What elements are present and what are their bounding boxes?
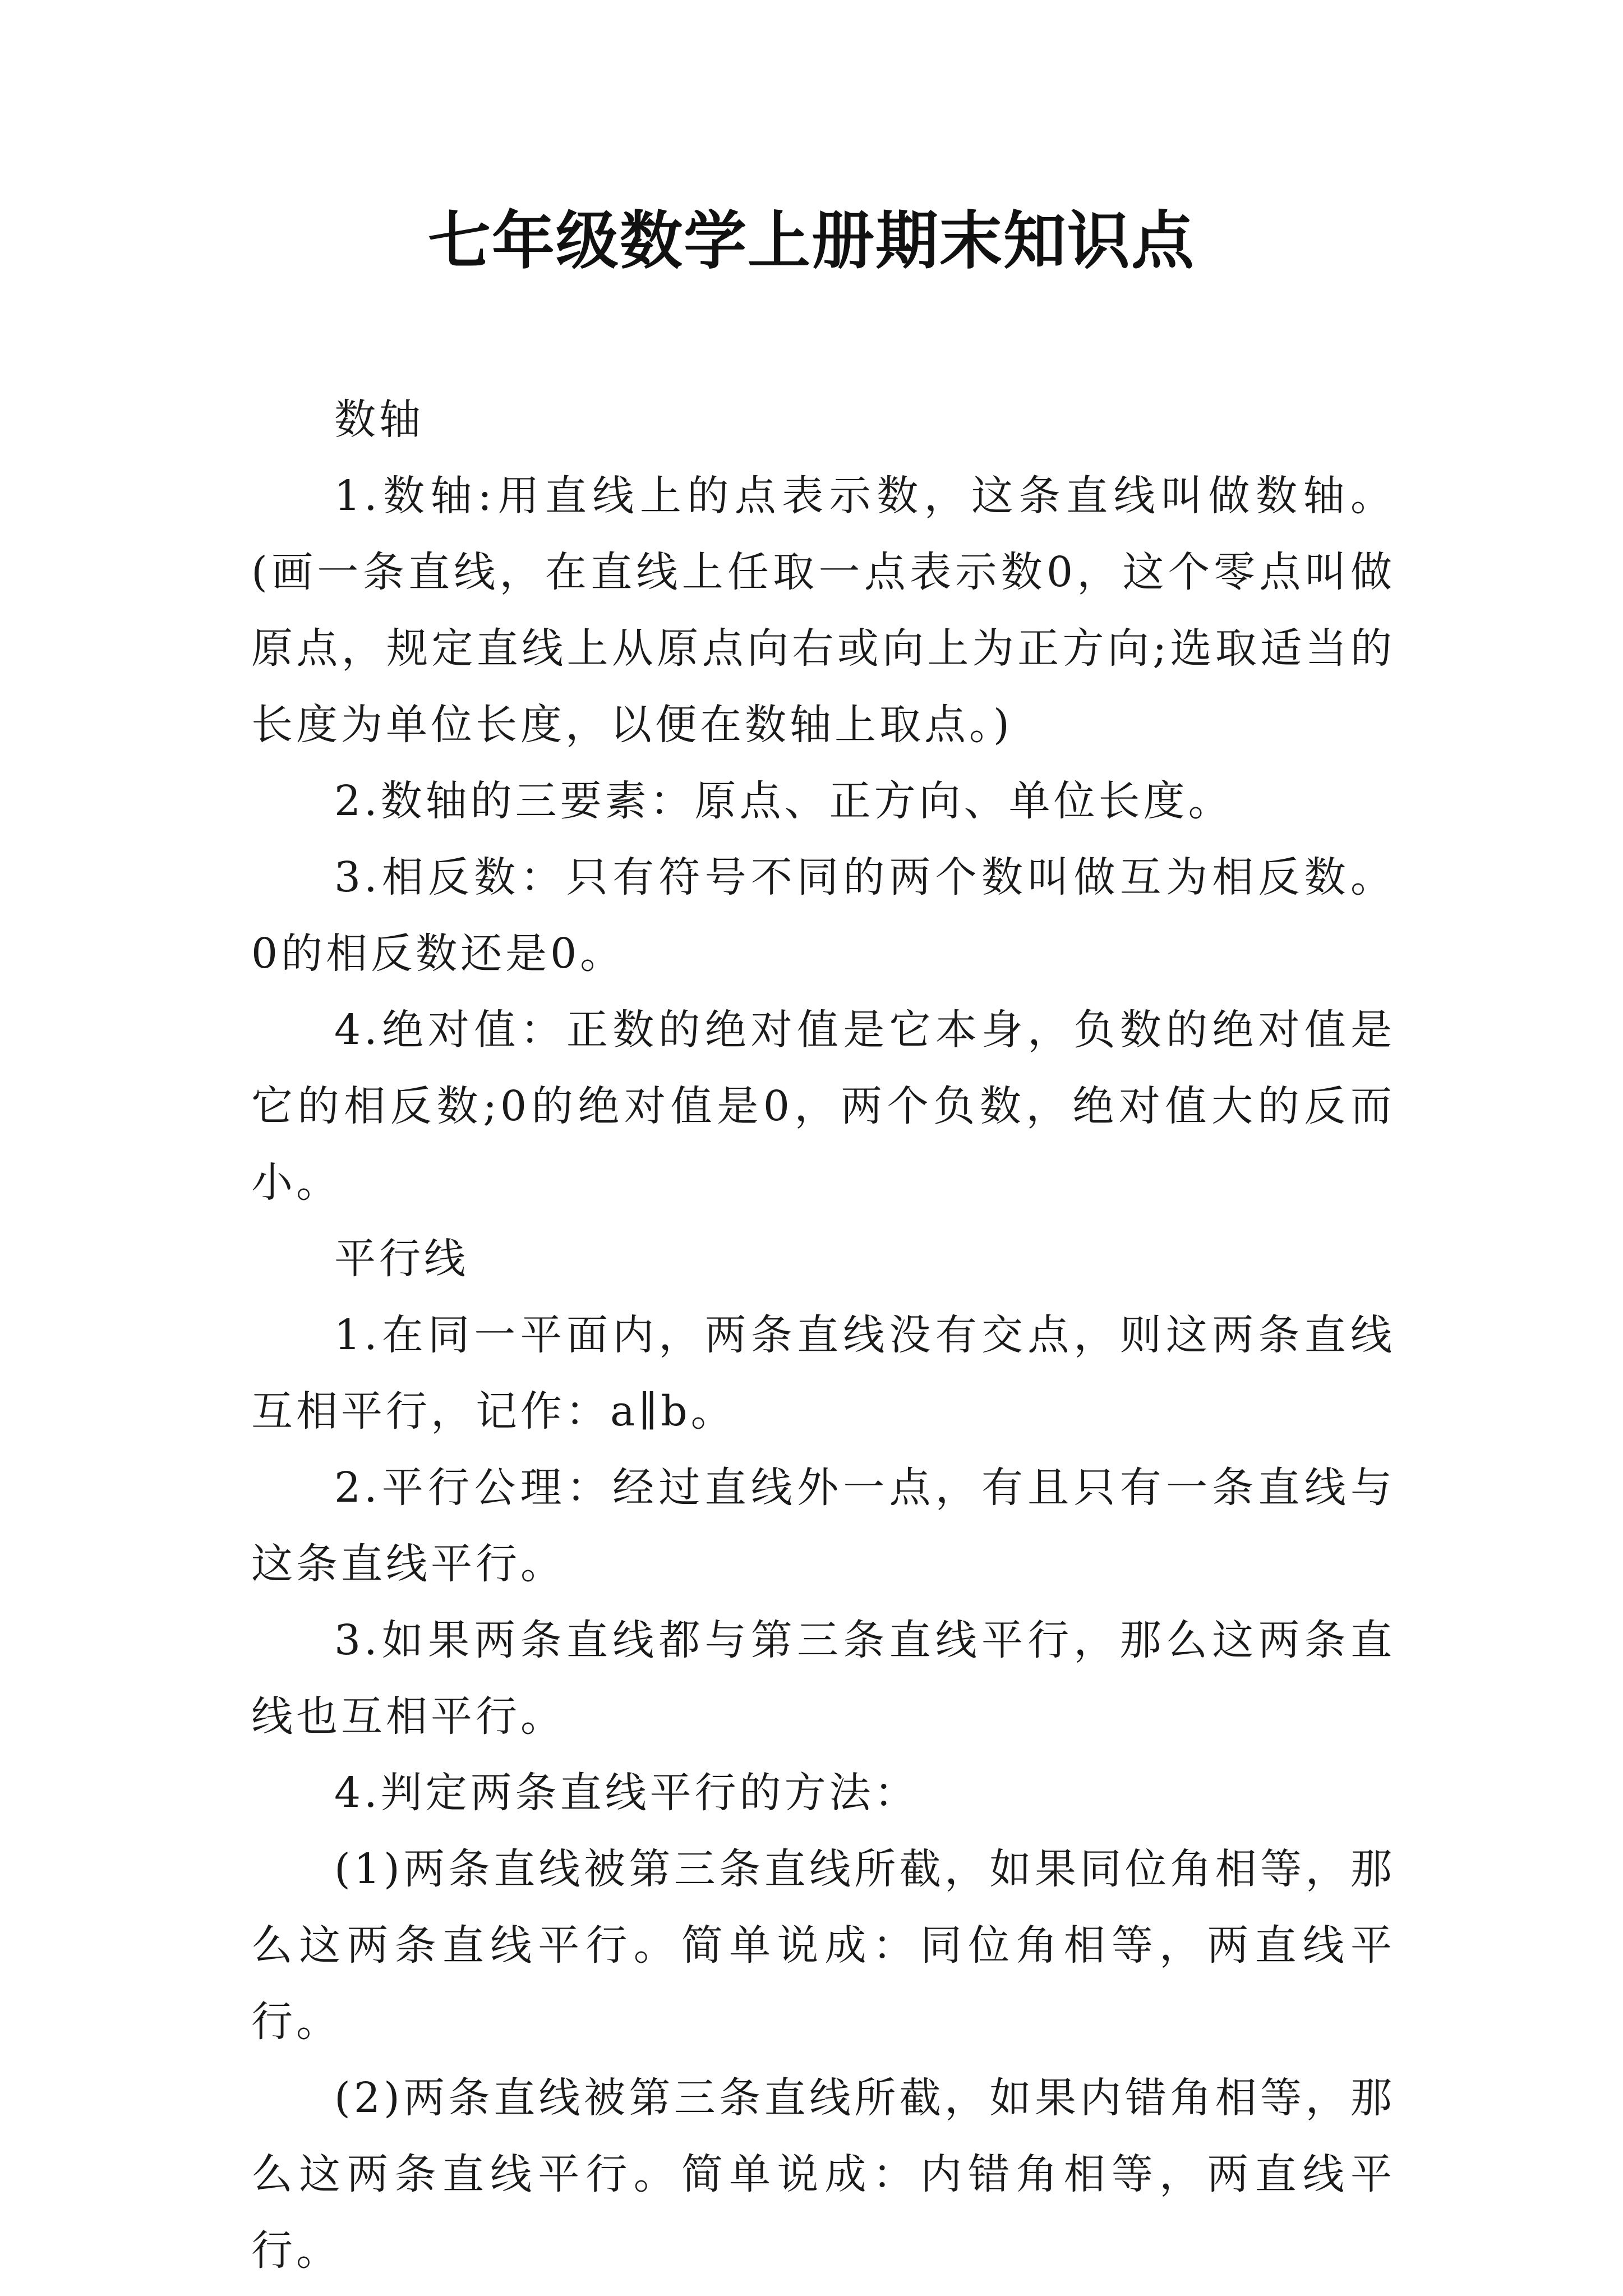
section-heading-parallel-lines: 平行线 — [334, 1235, 469, 1283]
paragraph-absolute-value: 4.绝对值：正数的绝对值是它本身，负数的绝对值是它的相反数;0的绝对值是0，两个负数，绝对值大的反而小。 — [251, 1006, 1395, 1207]
paragraph-alternate-angles: (2)两条直线被第三条直线所截，如果内错角相等，那么这两条直线平行。简单说成：内错角相等，两直线平行。 — [251, 2074, 1395, 2275]
document-body — [251, 381, 1395, 2289]
paragraph-parallel-transitivity: 3.如果两条直线都与第三条直线平行，那么这两条直线也互相平行。 — [251, 1616, 1395, 1741]
paragraph-parallel-axiom: 2.平行公理：经过直线外一点，有且只有一条直线与这条直线平行。 — [251, 1464, 1395, 1588]
paragraph-parallel-criteria: 4.判定两条直线平行的方法： — [334, 1769, 919, 1817]
paragraph-number-line-elements: 2.数轴的三要素：原点、正方向、单位长度。 — [334, 777, 1233, 825]
paragraph-parallel-definition: 1.在同一平面内，两条直线没有交点，则这两条直线互相平行，记作：a∥b。 — [251, 1311, 1395, 1435]
paragraph-number-line-definition: 1.数轴:用直线上的点表示数，这条直线叫做数轴。(画一条直线，在直线上任取一点表示数0，这个零点叫做原点，规定直线上从原点向右或向上为正方向;选取适当的长度为单位长度，以便在数轴上取点。) — [251, 472, 1395, 749]
document-title: 七年级数学上册期末知识点 — [428, 204, 1195, 278]
paragraph-corresponding-angles: (1)两条直线被第三条直线所截，如果同位角相等，那么这两条直线平行。简单说成：同位角相等，两直线平行。 — [251, 1845, 1395, 2046]
paragraph-opposite-numbers: 3.相反数：只有符号不同的两个数叫做互为相反数。0的相反数还是0。 — [251, 853, 1395, 978]
section-heading-number-line: 数轴 — [334, 395, 424, 444]
